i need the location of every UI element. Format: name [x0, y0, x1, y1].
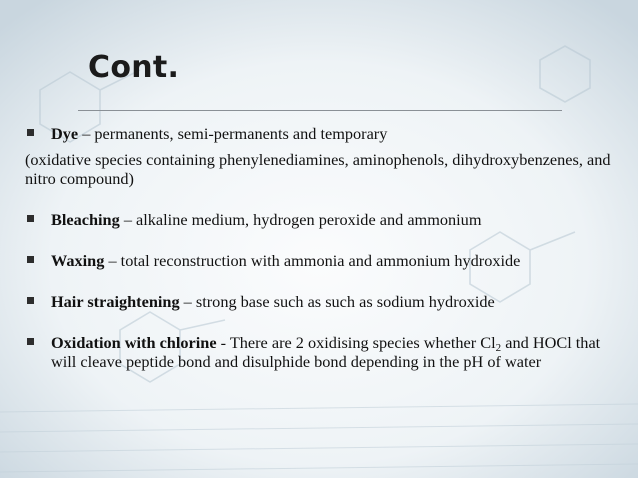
subscript: 2 — [495, 342, 502, 354]
bullet-text: – alkaline medium, hydrogen peroxide and ammonium — [119, 210, 482, 229]
square-bullet-icon — [27, 297, 34, 304]
bullet-text: – strong base such as such as sodium hydroxide — [179, 292, 495, 311]
dye-note: (oxidative species containing phenylenediamines, aminophenols, dihydroxybenzenes, and nitro compound) — [25, 150, 611, 188]
bullet-item-oxidation — [25, 333, 615, 371]
bullet-item-waxing — [25, 251, 615, 270]
bullet-text: – total reconstruction with ammonia and ammonium hydroxide — [104, 251, 521, 270]
bullet-text-continued: and HOCl that will cleave peptide bond and disulphide bond depending in the pH of water — [51, 333, 601, 371]
square-bullet-icon — [27, 129, 34, 136]
bullet-term: Oxidation with chlorine — [51, 333, 217, 352]
bullet-term: Waxing — [51, 251, 105, 270]
bullet-list — [25, 124, 615, 371]
bullet-term: Bleaching — [51, 210, 120, 229]
bullet-item-hair-straightening — [25, 292, 615, 311]
square-bullet-icon — [27, 215, 34, 222]
title-divider — [78, 110, 562, 111]
square-bullet-icon — [27, 256, 34, 263]
bullet-text: – permanents, semi-permanents and temporary — [78, 124, 388, 143]
slide-title: Cont. — [88, 50, 180, 85]
bullet-item-bleaching — [25, 210, 615, 229]
bullet-term: Hair straightening — [51, 292, 180, 311]
square-bullet-icon — [27, 338, 34, 345]
bullet-text: - There are 2 oxidising species whether Cl — [216, 333, 496, 352]
bullet-term: Dye — [51, 124, 79, 143]
bullet-item-dye — [25, 124, 615, 143]
